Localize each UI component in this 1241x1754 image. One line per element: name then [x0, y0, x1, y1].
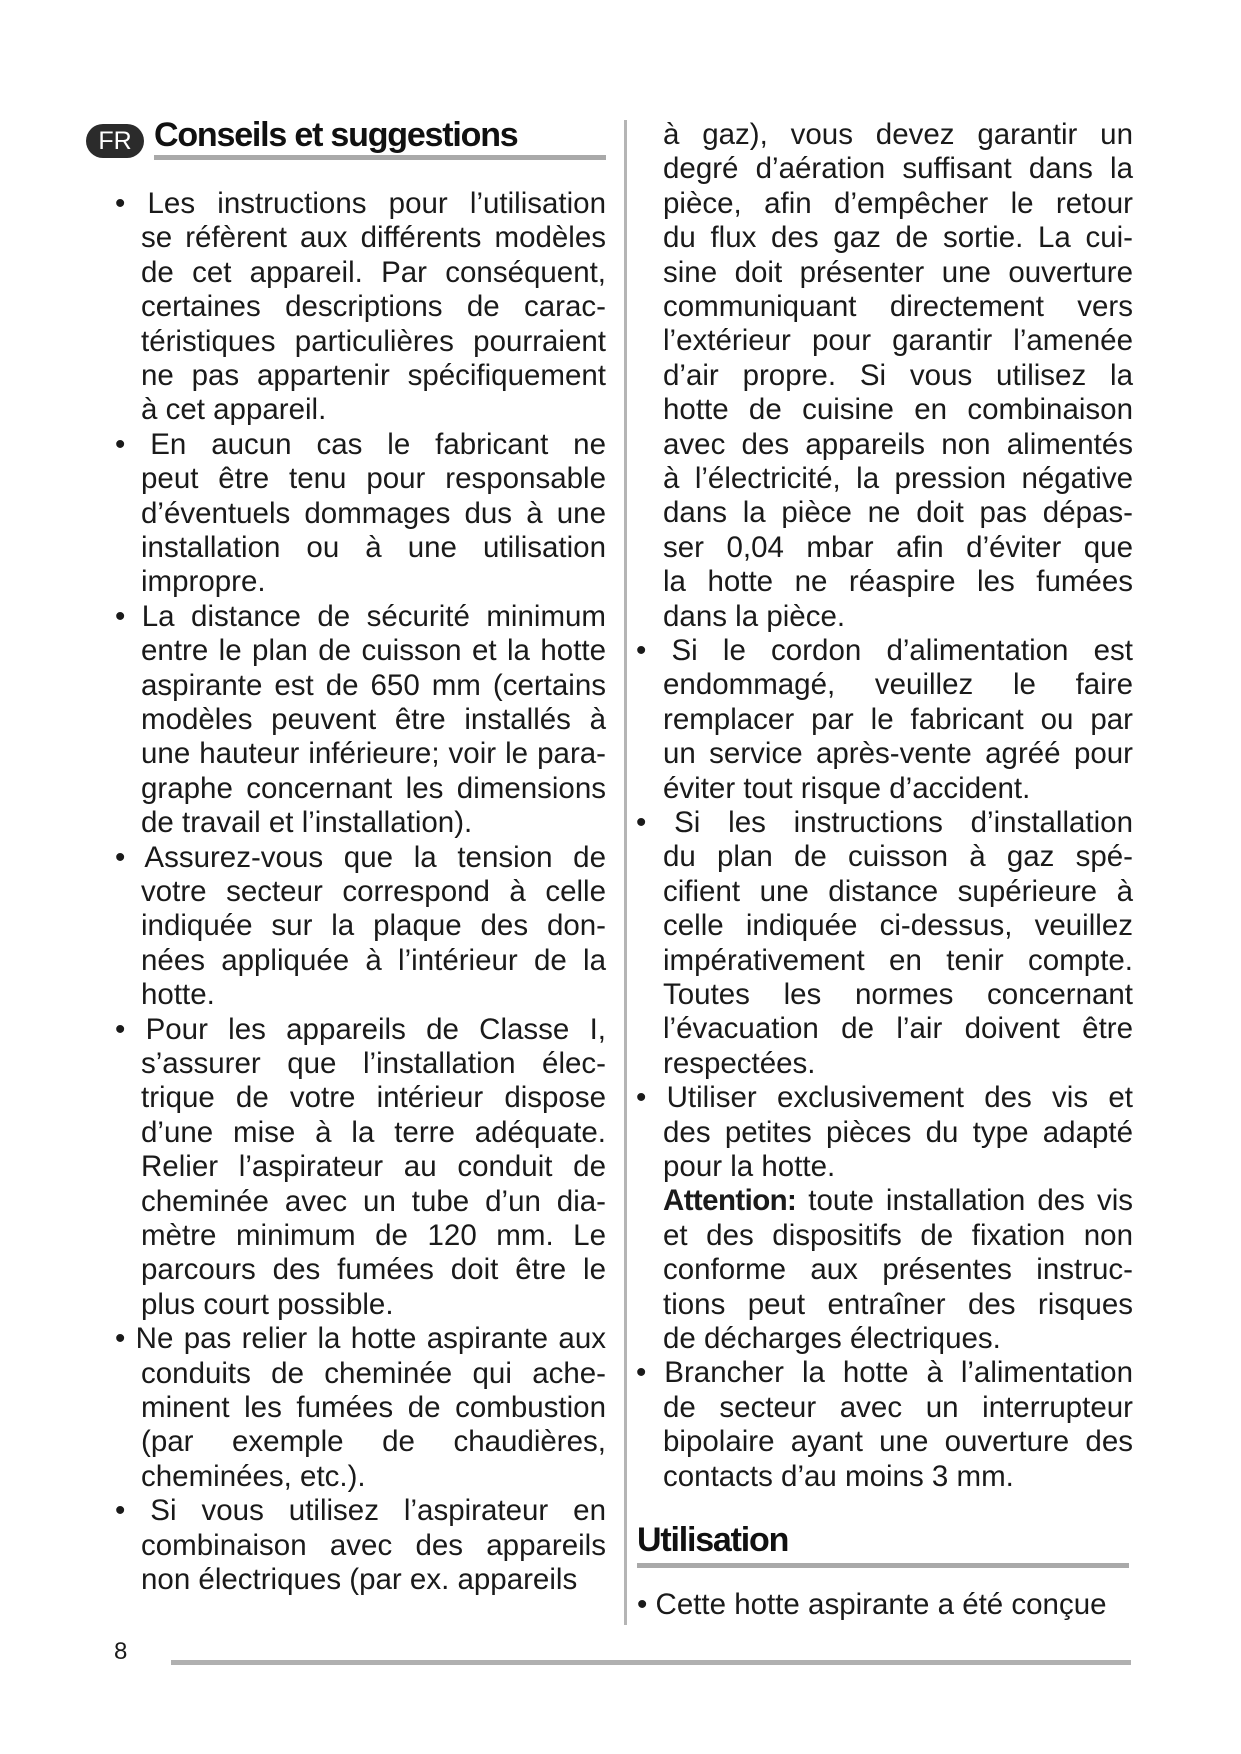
- paragraph-first-line: • Si vous utilisez l’aspirateur en: [115, 1494, 606, 1528]
- paragraph-line: dans la pièce ne doit pas dépas-: [663, 496, 1133, 530]
- paragraph-line: d’éventuels dommages dus à une: [141, 496, 606, 530]
- paragraph-line: combinaison avec des appareils: [141, 1528, 606, 1562]
- paragraph-line: tions peut entraîner des risques: [663, 1287, 1133, 1321]
- paragraph-line: et des dispositifs de fixation non: [663, 1218, 1133, 1252]
- paragraph-first-line: • Si le cordon d’alimentation est: [636, 634, 1133, 667]
- paragraph-line: nées appliquée à l’intérieur de la: [141, 943, 606, 977]
- paragraph-line: certaines descriptions de carac-: [141, 290, 606, 324]
- paragraph-line: à l’électricité, la pression négative: [663, 462, 1133, 495]
- section-title: Conseils et suggestions: [154, 116, 518, 154]
- paragraph-line: téristiques particulières pourraient: [141, 324, 606, 358]
- paragraph-line: non électriques (par ex. appareils: [141, 1563, 578, 1596]
- page-number: 8: [114, 1638, 128, 1665]
- paragraph-line: s’assurer que l’installation élec-: [141, 1047, 606, 1080]
- attention-text: toute installation des vis: [796, 1184, 1133, 1218]
- paragraph-line: à gaz), vous devez garantir un: [663, 118, 1133, 151]
- paragraph-line: avec des appareils non alimentés: [663, 427, 1133, 461]
- paragraph-line: respectées.: [663, 1046, 816, 1080]
- paragraph-line: entre le plan de cuisson et la hotte: [141, 634, 606, 668]
- paragraph-line: installation ou à une utilisation: [141, 531, 606, 564]
- paragraph-line: endommagé, veuillez le faire: [663, 668, 1133, 702]
- paragraph-first-line: • Les instructions pour l’utilisation: [115, 187, 606, 220]
- paragraph-first-line: • Assurez-vous que la tension de: [115, 840, 606, 874]
- paragraph-line: trique de votre intérieur dispose: [141, 1081, 606, 1115]
- paragraph-line: graphe concernant les dimensions: [141, 771, 606, 805]
- paragraph-line: un service après-vente agréé pour: [663, 737, 1133, 771]
- paragraph-line: pour la hotte.: [663, 1150, 836, 1183]
- paragraph-first-line: • Si les instructions d’installation: [636, 806, 1133, 839]
- paragraph-line: la hotte ne réaspire les fumées: [663, 565, 1133, 599]
- paragraph-line: peut être tenu pour responsable: [141, 462, 606, 496]
- paragraph-line: votre secteur correspond à celle: [141, 875, 606, 908]
- paragraph-line: conforme aux présentes instruc-: [663, 1253, 1133, 1287]
- paragraph-first-line: • Ne pas relier la hotte aspirante aux: [115, 1322, 606, 1356]
- paragraph-line: de travail et l’installation).: [141, 806, 473, 840]
- paragraph-line: cheminée avec un tube d’un dia-: [141, 1184, 606, 1218]
- usage-title-rule: [637, 1563, 1129, 1568]
- paragraph-first-line: • Brancher la hotte à l’alimentation: [636, 1356, 1133, 1390]
- paragraph-line: contacts d’au moins 3 mm.: [663, 1459, 1014, 1493]
- paragraph-line: ne pas appartenir spécifiquement: [141, 359, 606, 392]
- paragraph-line: minent les fumées de combustion: [141, 1391, 606, 1424]
- paragraph-first-line: • Pour les appareils de Classe I,: [115, 1012, 606, 1046]
- paragraph-first-line: • La distance de sécurité minimum: [115, 599, 606, 633]
- paragraph-line: mètre minimum de 120 mm. Le: [141, 1219, 606, 1252]
- paragraph-line: plus court possible.: [141, 1287, 394, 1321]
- paragraph-line: de cet appareil. Par conséquent,: [141, 255, 606, 289]
- paragraph-line: degré d’aération suffisant dans la: [663, 152, 1133, 186]
- paragraph-line: du flux des gaz de sortie. La cui-: [663, 221, 1133, 255]
- paragraph-line: cifient une distance supérieure à: [663, 874, 1133, 908]
- paragraph-line: pièce, afin d’empêcher le retour: [663, 186, 1133, 220]
- paragraph-line: ser 0,04 mbar afin d’éviter que: [663, 530, 1133, 564]
- paragraph-line: d’une mise à la terre adéquate.: [141, 1115, 606, 1149]
- paragraph-line: des petites pièces du type adapté: [663, 1115, 1133, 1149]
- paragraph-line: de décharges électriques.: [663, 1322, 1001, 1355]
- paragraph-line: du plan de cuisson à gaz spé-: [663, 840, 1133, 874]
- paragraph-line: à cet appareil.: [141, 393, 327, 427]
- paragraph-line: indiquée sur la plaque des don-: [141, 909, 606, 943]
- paragraph-first-line: • Utiliser exclusivement des vis et: [636, 1081, 1133, 1115]
- paragraph-line: conduits de cheminée qui ache-: [141, 1356, 606, 1390]
- section-title-rule: [154, 155, 606, 160]
- paragraph-line: (par exemple de chaudières,: [141, 1425, 606, 1459]
- paragraph-line: hotte de cuisine en combinaison: [663, 393, 1133, 427]
- paragraph-line: communiquant directement vers: [663, 290, 1133, 323]
- usage-section-title: Utilisation: [637, 1521, 789, 1559]
- paragraph-line: l’extérieur pour garantir l’amenée: [663, 324, 1133, 358]
- paragraph-line: d’air propre. Si vous utilisez la: [663, 358, 1133, 392]
- paragraph-line: de secteur avec un interrupteur: [663, 1390, 1133, 1424]
- language-badge: FR: [86, 124, 144, 158]
- column-divider: [624, 120, 627, 1625]
- paragraph-line: se réfèrent aux différents modèles: [141, 221, 606, 255]
- paragraph-line: une hauteur inférieure; voir le para-: [141, 737, 606, 771]
- footer-rule: [171, 1660, 1131, 1665]
- paragraph-line: bipolaire ayant une ouverture des: [663, 1425, 1133, 1459]
- paragraph-line: sine doit présenter une ouverture: [663, 255, 1133, 289]
- paragraph-first-line: • En aucun cas le fabricant ne: [115, 427, 606, 461]
- paragraph-line: l’évacuation de l’air doivent être: [663, 1012, 1133, 1046]
- attention-label: Attention:: [663, 1184, 797, 1218]
- paragraph-line: impropre.: [141, 565, 266, 599]
- paragraph-line: aspirante est de 650 mm (certains: [141, 668, 606, 702]
- paragraph-line: impérativement en tenir compte.: [663, 943, 1133, 977]
- paragraph-line: Relier l’aspirateur au conduit de: [141, 1150, 606, 1184]
- paragraph-line: remplacer par le fabricant ou par: [663, 702, 1133, 736]
- paragraph-line: cheminées, etc.).: [141, 1459, 366, 1493]
- paragraph-line: parcours des fumées doit être le: [141, 1253, 606, 1287]
- paragraph-line: éviter tout risque d’accident.: [663, 771, 1031, 805]
- paragraph-line: Toutes les normes concernant: [663, 978, 1133, 1011]
- paragraph-line: hotte.: [141, 978, 215, 1012]
- paragraph-line: modèles peuvent être installés à: [141, 703, 606, 736]
- paragraph-line: [663, 1184, 1133, 1218]
- paragraph-line: dans la pièce.: [663, 599, 846, 633]
- paragraph-line: celle indiquée ci-dessus, veuillez: [663, 909, 1133, 943]
- usage-first-line: • Cette hotte aspirante a été conçue: [637, 1588, 1107, 1621]
